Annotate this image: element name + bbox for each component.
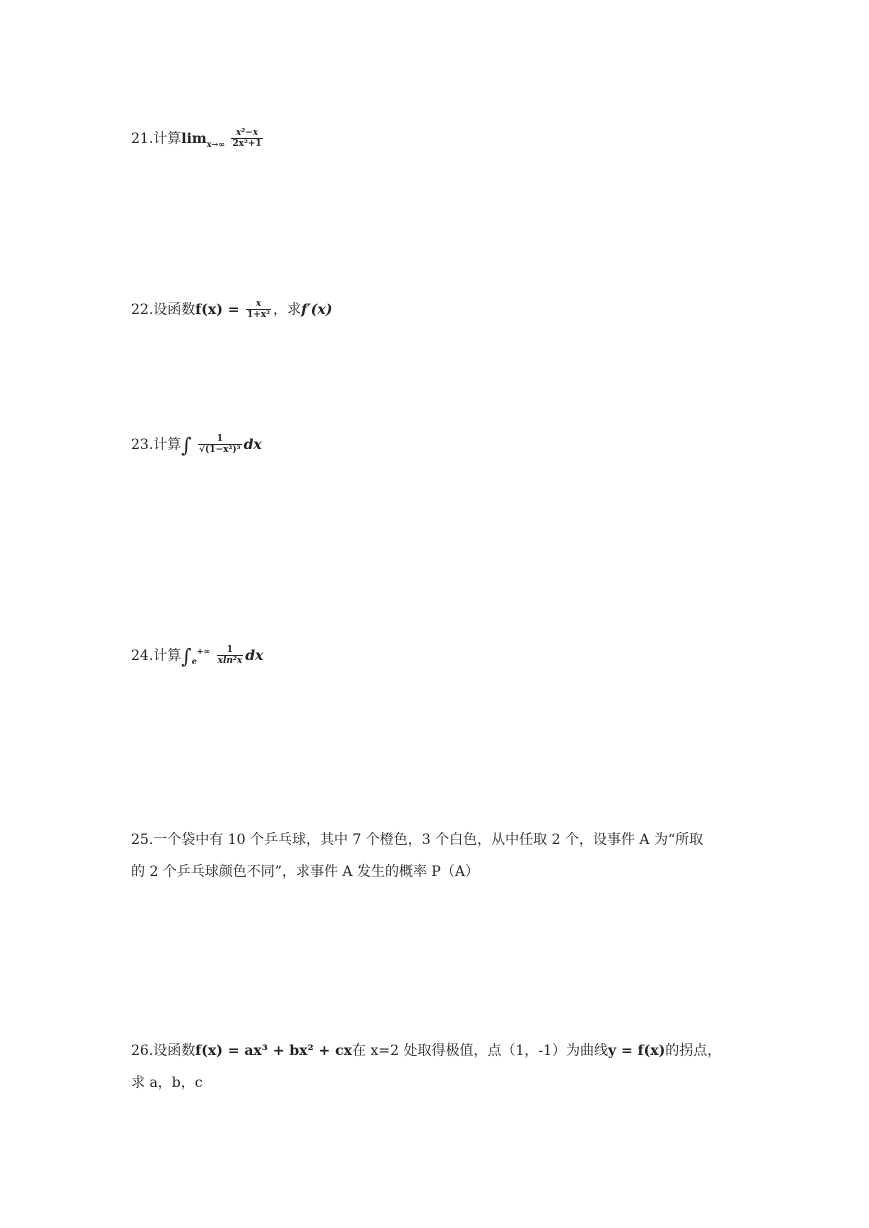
integral-lower-limit: e	[191, 656, 197, 666]
differential: dx	[243, 437, 262, 453]
question-23-number: 23.	[131, 437, 154, 453]
question-24-number: 24.	[131, 648, 154, 664]
question-24-fraction	[217, 645, 244, 667]
derivative-expression: f′(x)	[301, 302, 333, 318]
question-26	[131, 1041, 721, 1093]
question-21-number: 21.	[131, 131, 154, 147]
fraction-numerator: x²−x	[231, 128, 262, 139]
fraction-denominator: √(1−x²)³	[199, 445, 241, 455]
differential: dx	[245, 648, 264, 664]
question-25	[131, 830, 703, 882]
curve-expression: y = f(x)	[608, 1043, 666, 1059]
question-23	[131, 434, 262, 456]
fraction-numerator: 1	[198, 434, 241, 445]
fraction-numerator: x	[246, 299, 271, 310]
question-25-line-2: 的 2 个乒乓球颜色不同”，求事件 A 发生的概率 P（A）	[131, 864, 479, 880]
integral-symbol: ∫	[181, 433, 192, 457]
integral-symbol: ∫	[181, 644, 192, 668]
question-25-line-1: 25.一个袋中有 10 个乒乓球，其中 7 个橙色，3 个白色，从中任取 2 个，设事件 A 为“所取	[131, 832, 704, 848]
function-lhs: f(x) =	[195, 302, 240, 318]
limit-symbol: lim	[181, 131, 207, 147]
question-21-prefix: 计算	[153, 131, 182, 147]
question-24	[131, 641, 263, 671]
question-26-number: 26.	[131, 1043, 154, 1059]
question-26-prefix: 设函数	[153, 1043, 196, 1059]
question-26-middle: 在 x=2 处取得极值，点（1，-1）为曲线	[352, 1043, 608, 1059]
fraction-denominator: 2x²+1	[232, 139, 262, 149]
function-definition: f(x) = ax³ + bx² + cx	[195, 1043, 353, 1059]
question-22-middle: ，求	[273, 302, 302, 318]
question-23-fraction	[198, 434, 241, 456]
question-23-prefix: 计算	[153, 437, 182, 453]
limit-subscript: x→∞	[206, 139, 225, 149]
question-21	[131, 128, 265, 154]
question-26-suffix: 的拐点，	[665, 1043, 722, 1059]
question-22-fraction	[246, 299, 271, 321]
integral-upper-limit: +∞	[196, 646, 211, 656]
question-26-line-2: 求 a，b，c	[131, 1075, 203, 1091]
question-24-prefix: 计算	[153, 648, 182, 664]
fraction-denominator: 1+x²	[246, 310, 271, 320]
question-22-prefix: 设函数	[153, 302, 196, 318]
question-22	[131, 299, 332, 321]
question-21-fraction	[231, 128, 262, 150]
fraction-numerator: 1	[217, 645, 244, 656]
question-22-number: 22.	[131, 302, 154, 318]
fraction-denominator: xln²x	[217, 656, 243, 666]
